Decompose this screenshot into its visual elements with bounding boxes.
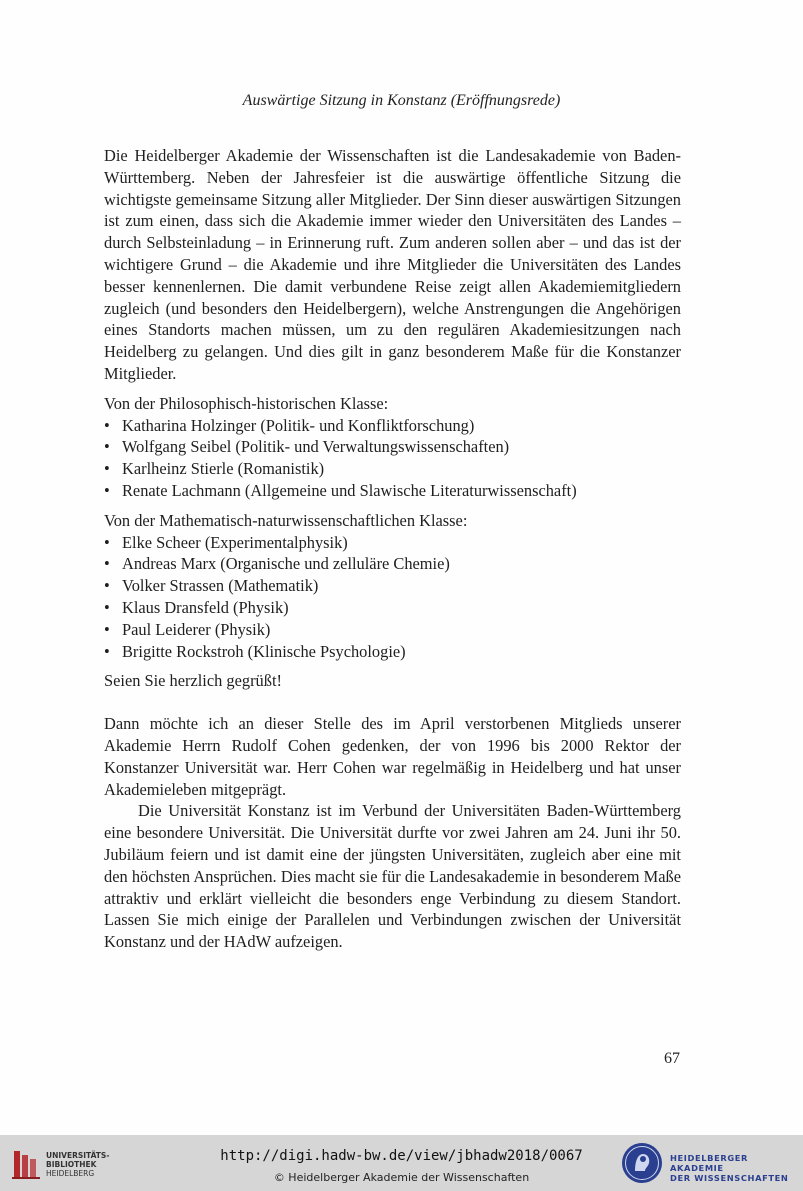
ub-logo-text: UNIVERSITÄTS- BIBLIOTHEK HEIDELBERG: [46, 1151, 110, 1178]
bullet-icon: •: [104, 554, 110, 574]
list-item: • Volker Strassen (Mathematik): [104, 576, 319, 596]
intro-paragraph: Die Heidelberger Akademie der Wissenschaften ist die Landesakademie von Baden-Württemberg. Neben der Jahresfeier ist die auswärtige öffentliche Sitzung die wichtigste gemeinsame Sitzung aller Mitglieder. Der Sinn dieser auswärtigen Sitzungen ist zum einen, dass sich die Akademie immer wieder den Universitäten des Landes – durch Selbsteinladung – in Erinnerung ruft. Zum anderen sollen aber – und das ist der wichtigere Grund – die Akademie und ihre Mitglieder die Universitäten des Landes besser kennenlernen. Die damit verbundene Reise zeigt allen Akademiemitgliedern zugleich (und besonders den Heidelbergern), welche Anstrengungen die Angehörigen eines Standorts machen müssen, um zu den regulären Akademiesitzungen nach Heidelberg zu gelangen. Und dies gilt in ganz besonderem Maße für die Konstanzer Mitglieder.: [104, 146, 681, 383]
list-item: • Brigitte Rockstroh (Klinische Psychologie): [104, 641, 406, 661]
copyright-notice: © Heidelberger Akademie der Wissenschaften: [273, 1171, 530, 1184]
list-item: • Karlheinz Stierle (Romanistik): [104, 459, 325, 479]
bullet-icon: •: [104, 641, 110, 661]
source-url-link[interactable]: http://digi.hadw-bw.de/view/jbhadw2018/0067: [220, 1148, 583, 1164]
viewer-footer: [0, 1135, 803, 1191]
mathnat-heading: Von der Mathematisch-naturwissenschaftlichen Klasse:: [104, 510, 468, 530]
bullet-icon: •: [104, 437, 110, 457]
greeting: Seien Sie herzlich gegrüßt!: [104, 671, 282, 691]
university-paragraph: Die Universität Konstanz ist im Verbund der Universitäten Baden-Württemberg eine besondere Universität. Die Universität durfte vor zwei Jahren am 24. Juni ihr 50. Jubiläum feiern und ist damit eine der jüngsten Universitäten, zugleich aber eine mit den höchsten Ansprüchen. Dies macht sie für die Landesakademie in besonderem Maße attraktiv und erklärt vielleicht die besonders enge Verbindung zu diesem Standort. Lassen Sie mich einige der Parallelen und Verbindungen zwischen der Universität Konstanz und der HAdW aufzeigen.: [104, 801, 681, 952]
bullet-icon: •: [104, 619, 110, 639]
bullet-icon: •: [104, 415, 110, 435]
bullet-icon: •: [104, 532, 110, 552]
bullet-icon: •: [104, 459, 110, 479]
bullet-icon: •: [104, 576, 110, 596]
philhist-member-list: [104, 415, 681, 502]
page-number: 67: [664, 1050, 680, 1067]
body-text: [104, 145, 681, 953]
hadw-logo-text: HEIDELBERGER AKADEMIE DER WISSENSCHAFTEN: [670, 1153, 789, 1183]
running-head: Auswärtige Sitzung in Konstanz (Eröffnungsrede): [242, 92, 561, 109]
bullet-icon: •: [104, 597, 110, 617]
mathnat-member-list: [104, 532, 681, 663]
list-item: • Katharina Holzinger (Politik- und Konfliktforschung): [104, 415, 475, 435]
bullet-icon: •: [104, 480, 110, 500]
hadw-seal-icon: [620, 1141, 664, 1185]
list-item: • Klaus Dransfeld (Physik): [104, 597, 289, 617]
philhist-heading: Von der Philosophisch-historischen Klasse:: [104, 393, 389, 413]
list-item: • Elke Scheer (Experimentalphysik): [104, 532, 348, 552]
list-item: • Paul Leiderer (Physik): [104, 619, 271, 639]
memorial-paragraph: Dann möchte ich an dieser Stelle des im April verstorbenen Mitglieds unserer Akademie Herrn Rudolf Cohen gedenken, der von 1996 bis 2000 Rektor der Konstanzer Universität war. Herr Cohen war regelmäßig in Heidelberg und hat unser Akademieleben mitgeprägt.: [104, 714, 681, 799]
list-item: • Renate Lachmann (Allgemeine und Slawische Literaturwissenschaft): [104, 480, 577, 500]
list-item: • Wolfgang Seibel (Politik- und Verwaltungswissenschaften): [104, 437, 510, 457]
hadw-logo[interactable]: [620, 1141, 800, 1185]
list-item: • Andreas Marx (Organische und zelluläre Chemie): [104, 554, 450, 574]
